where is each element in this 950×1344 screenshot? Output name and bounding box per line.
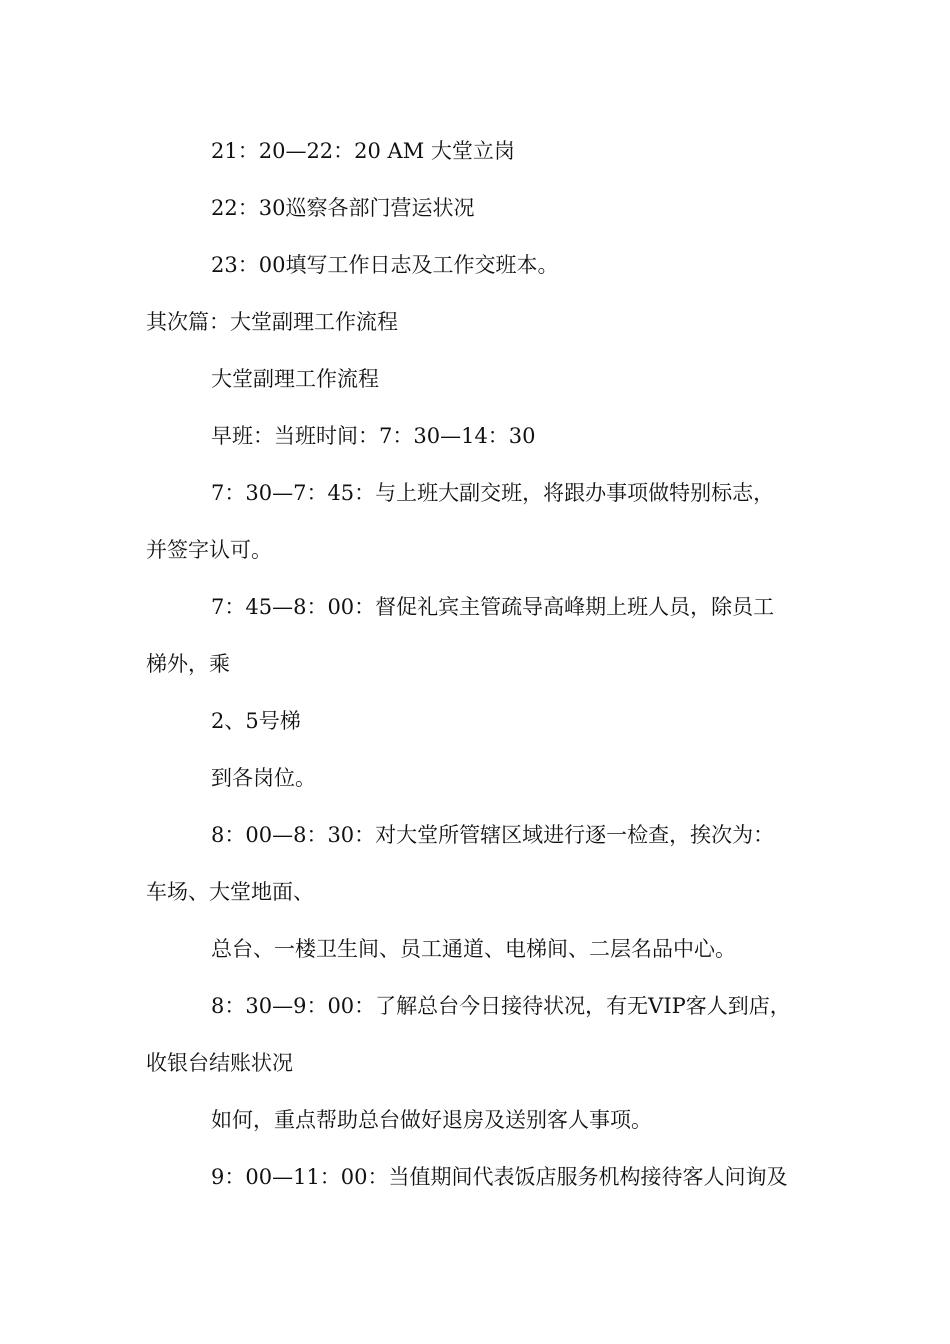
text-line-checkout-help: 如何，重点帮助总台做好退房及送别客人事项。 bbox=[211, 1108, 652, 1132]
section-heading: 其次篇：大堂副理工作流程 bbox=[146, 310, 398, 334]
text-line-schedule-2120: 21：20—22：20 AM 大堂立岗 bbox=[211, 139, 515, 163]
subsection-title: 大堂副理工作流程 bbox=[211, 367, 379, 391]
text-line-continuation: 梯外，乘 bbox=[146, 652, 230, 676]
text-line-schedule-0830: 8：30—9：00：了解总台今日接待状况，有无VIP客人到店， bbox=[211, 994, 791, 1018]
text-line-schedule-0800: 8：00—8：30：对大堂所管辖区域进行逐一检查，挨次为： bbox=[211, 823, 775, 847]
text-line-continuation: 车场、大堂地面、 bbox=[146, 880, 314, 904]
text-line-schedule-2230: 22：30巡察各部门营运状况 bbox=[211, 196, 475, 220]
text-line-continuation: 并签字认可。 bbox=[146, 538, 272, 562]
text-line-to-posts: 到各岗位。 bbox=[211, 766, 316, 790]
text-line-morning-shift: 早班：当班时间：7：30—14：30 bbox=[211, 424, 536, 448]
text-line-inspection-areas: 总台、一楼卫生间、员工通道、电梯间、二层名品中心。 bbox=[211, 937, 736, 961]
text-line-schedule-0730: 7：30—7：45：与上班大副交班，将跟办事项做特别标志， bbox=[211, 481, 775, 505]
text-line-schedule-0745: 7：45—8：00：督促礼宾主管疏导高峰期上班人员，除员工 bbox=[211, 595, 775, 619]
text-line-elevator: 2、5号梯 bbox=[211, 709, 301, 733]
text-line-schedule-2300: 23：00填写工作日志及工作交班本。 bbox=[211, 253, 559, 277]
text-line-schedule-0900: 9：00—11：00：当值期间代表饭店服务机构接待客人问询及 bbox=[211, 1165, 788, 1189]
text-line-continuation: 收银台结账状况 bbox=[146, 1051, 293, 1075]
